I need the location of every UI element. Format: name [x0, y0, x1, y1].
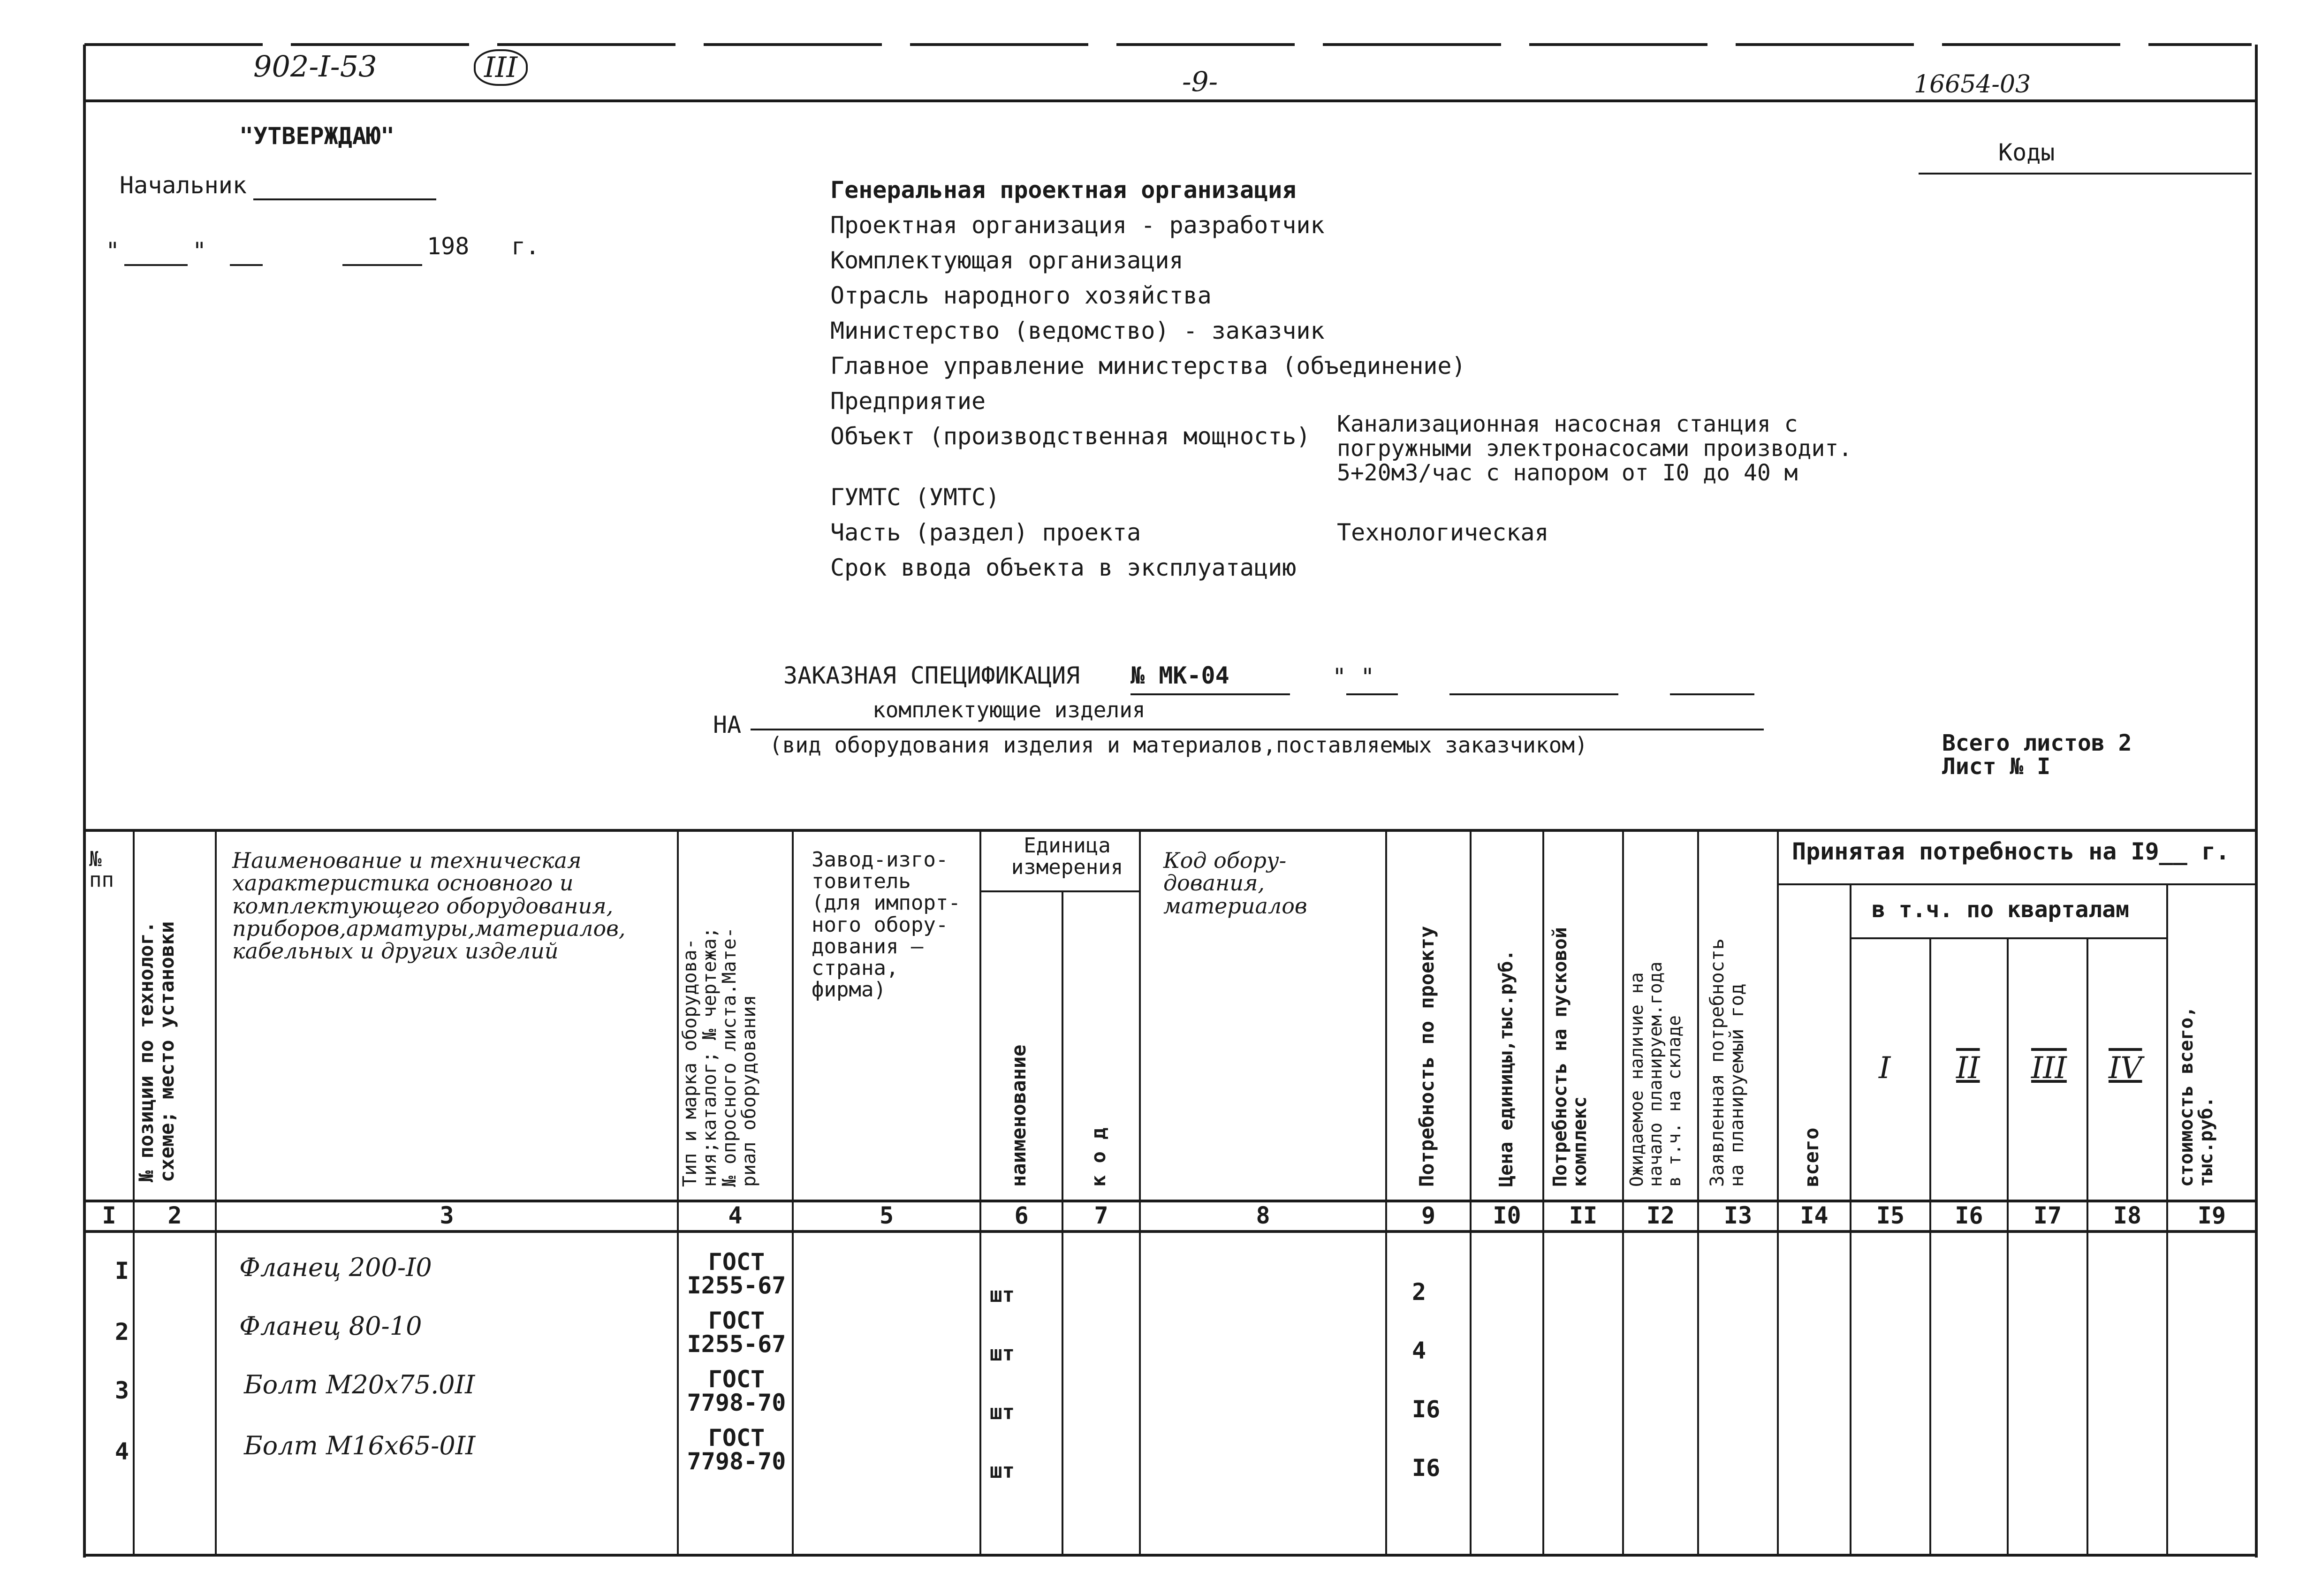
col-3-header-line: кабельных и других изделий — [232, 938, 559, 964]
row-doc-line: I255-67 — [687, 1330, 786, 1358]
col-5-header-line: Завод-изго- — [812, 848, 948, 872]
year-label: 198 — [427, 233, 470, 260]
row-doc — [680, 1368, 793, 1414]
col-67-header — [1002, 835, 1133, 878]
col-number: I9 — [2197, 1202, 2226, 1229]
col-number: 4 — [728, 1202, 743, 1229]
quarter-4-header: IV — [2109, 1051, 2142, 1086]
row-doc — [680, 1309, 793, 1356]
date-open-quote: " — [106, 237, 120, 265]
org-field-ministry: Министерство (ведомство) - заказчик — [830, 317, 1325, 344]
col-number: 8 — [1256, 1202, 1270, 1229]
col-5-header-line: фирма) — [812, 978, 886, 1002]
col-3-header-line: комплектующего оборудования, — [232, 893, 614, 919]
col-8-header-line: Код обору- — [1163, 848, 1287, 873]
spec-total-sheets: Всего листов 2 — [1942, 730, 2132, 756]
row-doc — [680, 1250, 793, 1297]
org-field-deadline: Срок ввода объекта в эксплуатацию — [830, 554, 1297, 581]
col-2-header-line: схеме; место установки — [155, 921, 179, 1182]
approve-label: "УТВЕРЖДАЮ" — [239, 122, 395, 150]
col-number: I — [102, 1202, 116, 1229]
col-5-header-line: товитель — [812, 869, 911, 894]
page-number: -9- — [1182, 66, 1218, 98]
col-number: 5 — [879, 1202, 894, 1229]
org-field-object: Объект (производственная мощность) — [830, 423, 1311, 450]
row-number: 2 — [114, 1318, 129, 1345]
org-field-enterprise: Предприятие — [830, 388, 986, 415]
col-67-header-line: измерения — [1011, 855, 1123, 880]
row-qty: I6 — [1412, 1396, 1441, 1423]
row-doc-line: ГОСТ — [708, 1366, 765, 1393]
doc-number: 16654-03 — [1914, 70, 2031, 99]
col-12-header — [1628, 849, 1684, 1187]
org-field-branch: Отрасль народного хозяйства — [830, 282, 1212, 309]
col-3-header-line: Наименование и техническая — [232, 848, 582, 873]
row-doc-line: I255-67 — [687, 1272, 786, 1299]
col-number: I8 — [2113, 1202, 2142, 1229]
col-2-header-line: № позиции по технолог. — [135, 921, 158, 1182]
row-doc-line: ГОСТ — [708, 1248, 765, 1276]
org-field-developer: Проектная организация - разработчик — [830, 212, 1325, 239]
col-13-header — [1707, 849, 1747, 1187]
date-close-quote: " — [192, 237, 207, 265]
row-doc-line: ГОСТ — [708, 1424, 765, 1452]
year-suffix: г. — [511, 233, 540, 260]
row-unit: шт — [990, 1283, 1015, 1307]
col-3-header — [232, 849, 626, 962]
col-19-header-line: тыс.руб. — [2195, 1096, 2217, 1187]
col-19-header-line: стоимость всего, — [2176, 1006, 2197, 1187]
row-doc — [680, 1426, 793, 1473]
col-number: 6 — [1014, 1202, 1029, 1229]
chief-label: Начальник — [120, 172, 247, 199]
col-9-header: Потребность по проекту — [1415, 926, 1438, 1187]
spec-number: № МК-04 — [1131, 662, 1229, 689]
col-4-header-line: № опросного листа.Мате- — [719, 927, 740, 1187]
col-5-header-line: страна, — [812, 956, 899, 980]
spec-sheet: Лист № I — [1942, 753, 2051, 780]
col-4-header-line: риал оборудования — [738, 995, 760, 1187]
object-value-line1: Канализационная насосная станция с — [1337, 411, 1798, 437]
col-13-header-line: Заявленная потребность — [1707, 938, 1728, 1187]
row-number: 3 — [114, 1377, 129, 1404]
row-number: 4 — [114, 1438, 129, 1465]
col-5-header-line: дования — — [812, 934, 924, 958]
quarter-3-header: III — [2031, 1051, 2067, 1086]
col-5-header — [812, 849, 961, 1001]
col-number: I4 — [1800, 1202, 1829, 1229]
object-value-line3: 5+20м3/час с напором от I0 до 40 м — [1337, 460, 1798, 486]
org-field-general: Генеральная проектная организация — [830, 176, 1297, 204]
col-5-header-line: (для импорт- — [812, 891, 961, 915]
col-11-header-line: Потребность на пусковой — [1549, 927, 1571, 1187]
row-qty: I6 — [1412, 1454, 1441, 1482]
row-name: Фланец 200-I0 — [239, 1253, 432, 1282]
col-67-header-line: Единица — [1024, 834, 1111, 858]
row-name: Болт М20х75.0II — [244, 1370, 475, 1399]
col-2-header — [136, 844, 177, 1182]
spec-title: ЗАКАЗНАЯ СПЕЦИФИКАЦИЯ — [783, 662, 1080, 689]
col-11-header — [1550, 849, 1590, 1187]
col-number: 7 — [1094, 1202, 1108, 1229]
col-8-header-line: материалов — [1163, 893, 1307, 919]
col-3-header-line: приборов,арматуры,материалов, — [232, 915, 626, 941]
row-name: Болт М16х65-0II — [244, 1431, 476, 1460]
col-1-header-line: пп — [89, 868, 114, 892]
org-field-gumts: ГУМТС (УМТС) — [830, 484, 1000, 511]
row-name: Фланец 80-10 — [239, 1311, 422, 1341]
col-4-header — [680, 840, 759, 1187]
object-value-line2: погружными электронасосами производит. — [1337, 435, 1852, 462]
col-11-header-line: комплекс — [1569, 1096, 1591, 1187]
quarter-2-header: II — [1956, 1051, 1980, 1086]
part-value: Технологическая — [1337, 519, 1549, 546]
col-number: I7 — [2033, 1202, 2062, 1229]
col-number: I3 — [1723, 1202, 1753, 1229]
col-12-header-line: Ожидаемое наличие на — [1626, 972, 1647, 1187]
col-1-header-line: № — [89, 847, 102, 871]
row-unit: шт — [990, 1342, 1015, 1366]
col-8-header-line: дования, — [1163, 870, 1265, 896]
col-number: I5 — [1876, 1202, 1905, 1229]
row-doc-line: 7798-70 — [687, 1448, 786, 1475]
col-number: I6 — [1955, 1202, 1983, 1229]
col-number: 3 — [440, 1202, 454, 1229]
col-number: II — [1569, 1202, 1598, 1229]
col-12-header-line: в т.ч. на складе — [1663, 1015, 1684, 1187]
row-unit: шт — [990, 1459, 1015, 1483]
spec-subject: комплектующие изделия — [873, 697, 1146, 722]
row-qty: 4 — [1412, 1337, 1426, 1364]
spec-na-label: НА — [713, 711, 742, 738]
spec-subject-hint: (вид оборудования изделия и материалов,поставляемых заказчиком) — [769, 732, 1588, 758]
quarter-1-header: I — [1879, 1051, 1891, 1086]
col-number: 2 — [167, 1202, 182, 1229]
row-unit: шт — [990, 1400, 1015, 1424]
row-number: I — [114, 1257, 129, 1284]
accepted-header: Принятая потребность на I9__ г. — [1792, 838, 2230, 865]
col-3-header-line: характеристика основного и — [232, 870, 574, 896]
row-doc-line: ГОСТ — [708, 1307, 765, 1334]
col-12-header-line: начало планируем.года — [1645, 961, 1666, 1187]
col-5-header-line: ного обору- — [812, 912, 948, 937]
project-code: 902-I-53 — [253, 49, 377, 84]
org-field-completing: Комплектующая организация — [830, 247, 1184, 274]
codes-label: Коды — [1998, 139, 2055, 166]
col-4-header-line: ния;каталог; № чертежа; — [699, 927, 721, 1187]
row-qty: 2 — [1412, 1278, 1426, 1306]
row-doc-line: 7798-70 — [687, 1389, 786, 1416]
org-field-part: Часть (раздел) проекта — [830, 519, 1141, 546]
col-14-header: всего — [1800, 1127, 1823, 1187]
col-6-header: наименование — [1007, 1044, 1030, 1187]
col-number: I2 — [1646, 1202, 1675, 1229]
col-1-header — [89, 849, 114, 890]
spec-date: " " — [1332, 663, 1375, 691]
col-19-header — [2177, 943, 2216, 1187]
org-field-main-dept: Главное управление министерства (объединение) — [830, 352, 1466, 380]
col-7-header: к о д — [1087, 1127, 1110, 1187]
col-number: I0 — [1493, 1202, 1521, 1229]
quarters-header: в т.ч. по кварталам — [1872, 897, 2130, 923]
col-10-header: Цена единицы,тыс.руб. — [1495, 950, 1517, 1187]
col-number: 9 — [1421, 1202, 1436, 1229]
col-13-header-line: на планируемый год — [1726, 983, 1748, 1187]
col-4-header-line: Тип и марка оборудова- — [679, 938, 701, 1187]
album-mark: III — [474, 49, 528, 86]
col-8-header — [1163, 849, 1307, 917]
